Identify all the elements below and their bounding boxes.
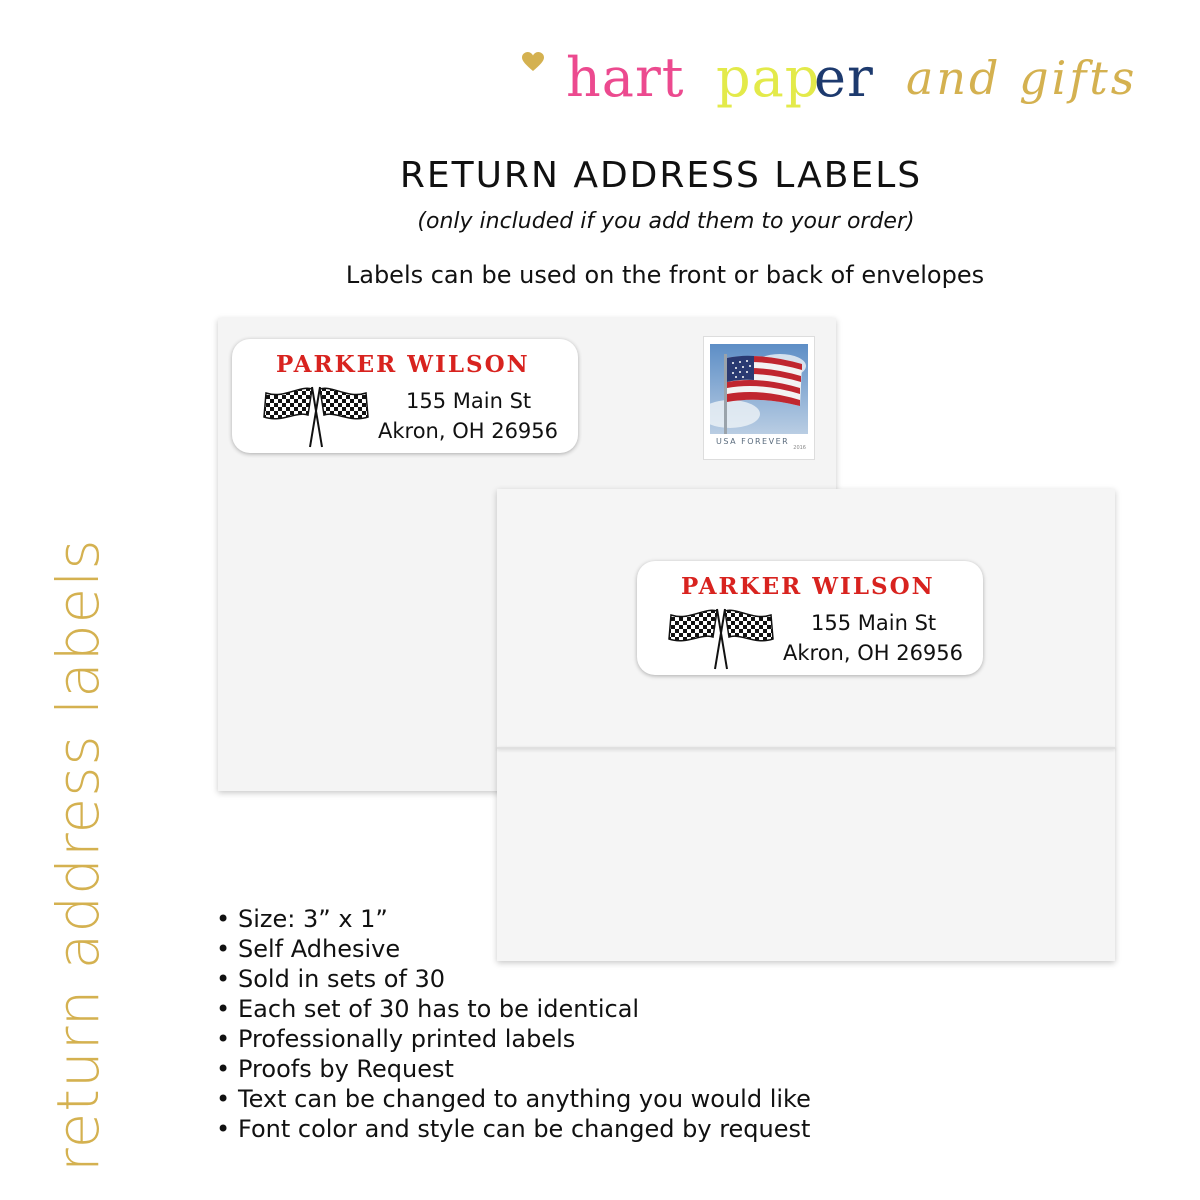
list-item bbox=[216, 994, 811, 1024]
bullet-icon: • bbox=[216, 935, 231, 963]
bullet-icon: • bbox=[216, 1115, 231, 1143]
feature-list bbox=[216, 904, 811, 1144]
side-caption: return address labels bbox=[44, 538, 112, 1172]
bullet-icon: • bbox=[216, 965, 231, 993]
usage-note: Labels can be used on the front or back of envelopes bbox=[345, 261, 985, 289]
brand-word-pap: pap bbox=[716, 46, 821, 109]
list-item bbox=[216, 934, 811, 964]
label-city: Akron, OH 26956 bbox=[783, 641, 964, 665]
feature-text: Each set of 30 has to be identical bbox=[238, 995, 640, 1023]
bullet-icon: • bbox=[216, 1085, 231, 1113]
front-envelope bbox=[497, 489, 1115, 961]
label-street: 155 Main St bbox=[406, 389, 532, 413]
brand-word-er: er bbox=[814, 46, 874, 109]
label-name: PARKER WILSON bbox=[276, 351, 530, 378]
page-title: RETURN ADDRESS LABELS bbox=[399, 155, 923, 196]
bullet-icon: • bbox=[216, 905, 231, 933]
brand-word-hart: hart bbox=[566, 46, 685, 109]
address-label-front bbox=[637, 561, 983, 675]
bullet-icon: • bbox=[216, 1025, 231, 1053]
list-item bbox=[216, 1084, 811, 1114]
list-item bbox=[216, 1024, 811, 1054]
checkered-flags-icon bbox=[262, 383, 370, 449]
envelope-flap bbox=[497, 747, 1115, 749]
stamp-year: 2016 bbox=[793, 445, 806, 451]
postage-stamp bbox=[704, 337, 814, 459]
address-label-back bbox=[232, 339, 578, 453]
list-item bbox=[216, 1114, 811, 1144]
feature-text: Proofs by Request bbox=[238, 1055, 454, 1083]
feature-text: Font color and style can be changed by request bbox=[238, 1115, 811, 1143]
label-city: Akron, OH 26956 bbox=[378, 419, 559, 443]
order-note: (only included if you add them to your order) bbox=[417, 209, 915, 234]
feature-text: Size: 3” x 1” bbox=[238, 905, 388, 933]
bullet-icon: • bbox=[216, 1055, 231, 1083]
bullet-icon: • bbox=[216, 995, 231, 1023]
label-street: 155 Main St bbox=[811, 611, 937, 635]
feature-text: Sold in sets of 30 bbox=[238, 965, 446, 993]
list-item bbox=[216, 964, 811, 994]
brand-tagline: and gifts bbox=[906, 51, 1138, 105]
heart-icon bbox=[522, 52, 544, 72]
feature-text: Professionally printed labels bbox=[238, 1025, 576, 1053]
list-item bbox=[216, 904, 811, 934]
checkered-flags-icon bbox=[667, 605, 775, 671]
label-name: PARKER WILSON bbox=[681, 573, 935, 600]
feature-text: Self Adhesive bbox=[238, 935, 401, 963]
stamp-text: USA FOREVER bbox=[716, 437, 790, 446]
feature-text: Text can be changed to anything you would like bbox=[238, 1085, 811, 1113]
list-item bbox=[216, 1054, 811, 1084]
brand-logo bbox=[516, 28, 1186, 108]
american-flag-icon bbox=[710, 344, 808, 434]
